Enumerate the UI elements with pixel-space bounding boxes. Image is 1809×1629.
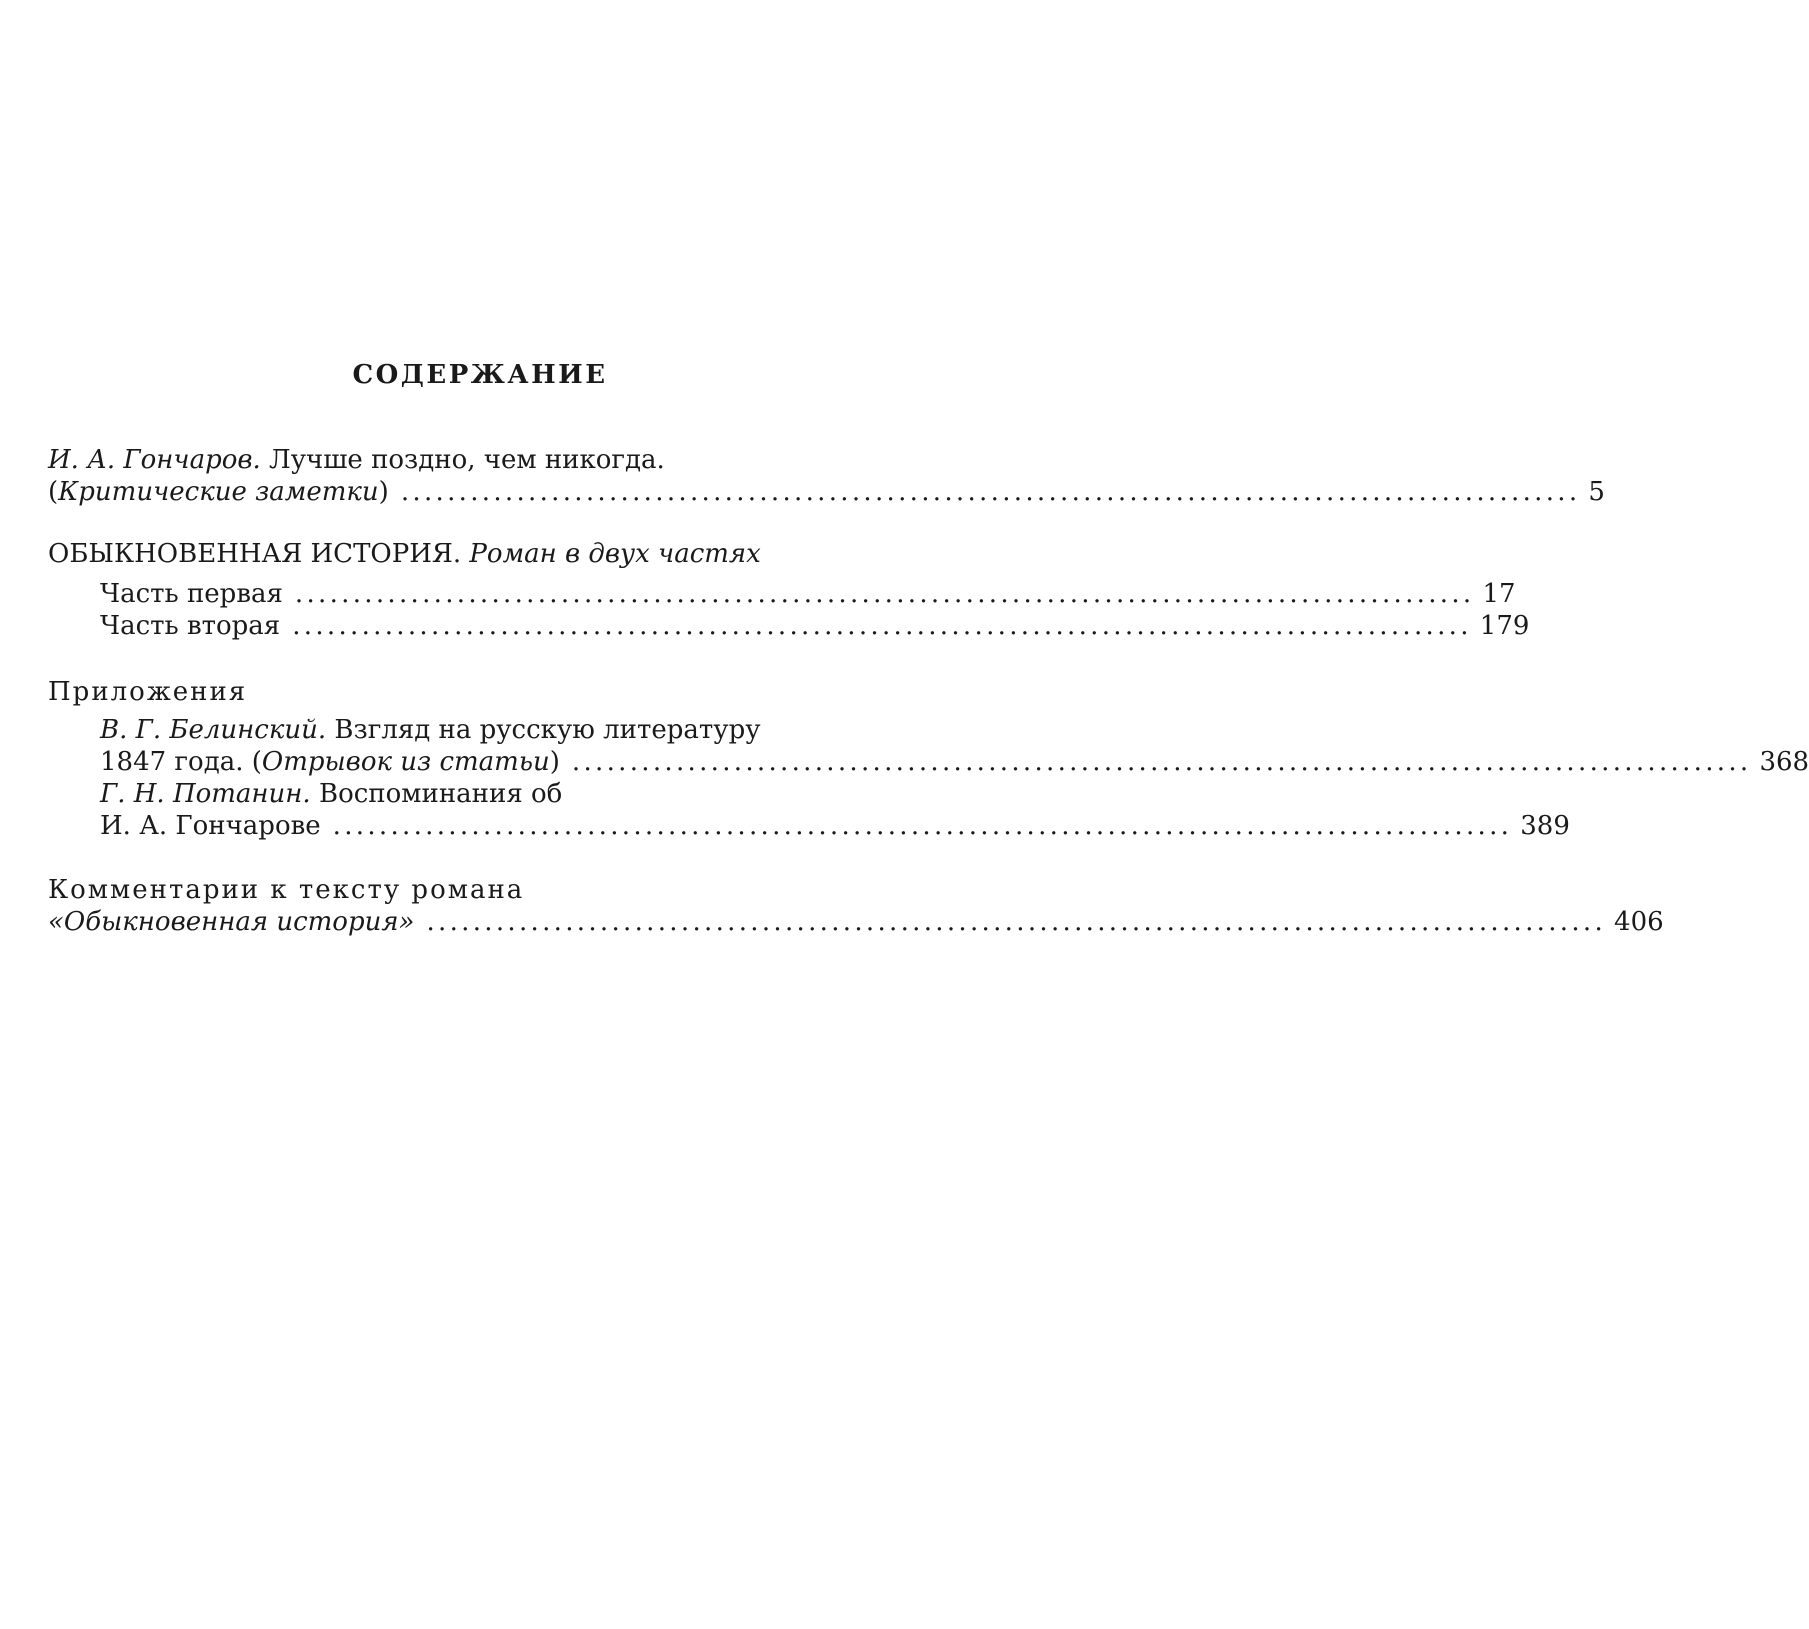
dot-leader: ...................................................................................................... <box>571 747 1752 777</box>
novel-title: ОБЫКНОВЕННАЯ ИСТОРИЯ. <box>48 539 462 569</box>
entry-title-cont: 1847 года. (Отрывок из статьи) <box>100 747 560 777</box>
novel-genre: Роман в двух частях <box>461 539 761 569</box>
entry-title-cont: «Обыкновенная история» <box>48 907 415 937</box>
dot-leader: ...................................................................................................... <box>292 611 1472 641</box>
page-number: 406 <box>1614 907 1664 937</box>
page-title: СОДЕРЖАНИЕ <box>352 360 608 390</box>
page-number: 389 <box>1520 811 1570 841</box>
part-label: Часть вторая <box>100 611 281 641</box>
entry-subtitle: (Критические заметки) <box>48 477 389 507</box>
entry-title: Взгляд на русскую литературу <box>326 715 761 745</box>
page-number: 179 <box>1479 611 1530 641</box>
dot-leader: ...................................................................................................... <box>294 579 1475 609</box>
part-label: Часть первая <box>100 579 283 609</box>
toc-entry-commentary-line2 <box>48 906 1664 938</box>
toc-entry-potanin-line2 <box>100 810 1570 842</box>
toc-entry-goncharov-line2 <box>48 476 1605 508</box>
toc-entry-belinsky-line1 <box>100 714 761 746</box>
toc-entry-goncharov-line1 <box>48 444 665 476</box>
entry-title: Лучше поздно, чем никогда. <box>260 445 665 475</box>
toc-entry-novel <box>48 538 761 570</box>
dot-leader: ...................................................................................................... <box>400 477 1581 507</box>
entry-title: Воспоминания об <box>310 779 563 809</box>
page-number: 5 <box>1588 477 1605 507</box>
author-name: Г. Н. Потанин. <box>100 779 311 809</box>
toc-entry-part-2 <box>100 610 1530 642</box>
appendix-heading: Приложения <box>48 677 248 707</box>
author-name: И. А. Гончаров. <box>48 445 261 475</box>
page-number: 368 <box>1759 747 1809 777</box>
toc-entry-part-1 <box>100 578 1516 610</box>
toc-entry-commentary-line1: Комментарии к тексту романа <box>48 875 525 905</box>
toc-entry-belinsky-line2 <box>100 746 1809 778</box>
dot-leader: ...................................................................................................... <box>332 811 1513 841</box>
entry-title-cont: И. А. Гончарове <box>100 811 321 841</box>
page-number: 17 <box>1482 579 1516 609</box>
dot-leader: ...................................................................................................... <box>426 907 1607 937</box>
author-name: В. Г. Белинский. <box>100 715 327 745</box>
toc-entry-potanin-line1 <box>100 778 562 810</box>
